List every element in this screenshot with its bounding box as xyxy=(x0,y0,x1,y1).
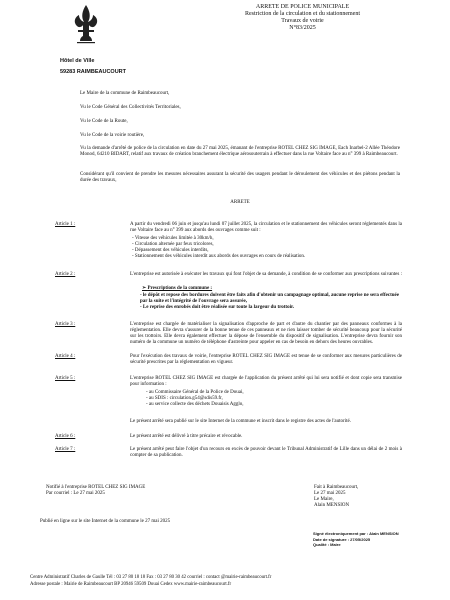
notification-block xyxy=(46,485,206,497)
article-2-text: L'entreprise est autorisée à exécuter les travaux qui font l'objet de sa demande, à condition de se conformer aux prescriptions suivantes : xyxy=(130,272,402,277)
article-2-label: Article 2 : xyxy=(55,272,76,277)
article-1-item: - Stationnement des véhicules interdit aux abords des ouvrages en cours de réalisation. xyxy=(132,254,402,260)
preamble-1: Le Maire de la commune de Raimbeaucourt, xyxy=(80,91,170,96)
article-1-list xyxy=(132,236,402,260)
esign-line-2: Date de signature : 27/05/2025 xyxy=(313,536,371,542)
signature-line-3: Le Maire, xyxy=(314,497,334,502)
esign-line-3: Qualité : Maire xyxy=(313,542,341,547)
article-1-item: - Circulation alternée par feux tricolores, xyxy=(132,242,402,248)
article-2-item: - Le reprise des enrobés doit être réalisée sur toute la largeur du trottoir. xyxy=(140,305,402,311)
article-1-item: - Dépassement des véhicules interdits, xyxy=(132,248,402,254)
article-5-item: - au service collecte des déchets Douaisis Agglo, xyxy=(146,402,402,408)
notification-line-1: Notifié à l'entreprise ROTEL CHEZ SIG IMAGE xyxy=(46,485,146,490)
title-line-3: Travaux de voirie xyxy=(281,18,324,24)
article-4-label: Article 4 : xyxy=(55,354,76,359)
article-5-text: L'entreprise ROTEL CHEZ SIG IMAGE est chargée de l'application du présent arrêté qui lui sera notifié et dont copie sera transmise pour information : xyxy=(130,376,402,387)
title-line-1: ARRETE DE POLICE MUNICIPALE xyxy=(255,4,350,10)
preamble-2: Vu le Code Général des Collectivités Territoriales, xyxy=(80,105,181,110)
publication-note: Publié en ligne sur le site Internet de la commune le 27 mai 2025 xyxy=(40,519,171,524)
article-6-label: Article 6 : xyxy=(55,434,76,439)
signature-line-2: Le 27 mai 2025 xyxy=(314,491,346,496)
title-line-2: Restriction de la circulation et du stationnement xyxy=(245,11,360,17)
article-7-text: Le présent arrêté peut faire l'objet d'un recours en excès de pouvoir devant le Tribunal Administratif de Lille dans un délai de 2 mois à compter de sa publication. xyxy=(130,447,402,458)
preamble-3: Vu le Code de la Route, xyxy=(80,119,128,124)
footer-line-2: Adresse postale : Mairie de Raimbeaucourt BP 20946 59509 Douai Cedex www.mairie-raimbeaucourt.fr xyxy=(30,581,232,587)
title-block xyxy=(215,4,390,32)
preamble-4: Vu le Code de la voirie routière, xyxy=(80,133,145,138)
article-6-text: Le présent arrêté est délivré à titre précaire et révocable. xyxy=(130,434,243,439)
article-1-label: Article 1 : xyxy=(55,222,76,227)
signature-block xyxy=(314,485,414,509)
arrete-heading: ARRETE xyxy=(230,200,250,205)
article-2-item: - le dépôt et repose des bordures doivent être faits afin d'obtenir un campagnage optimal, aucune reprise ne sera effectuée par la suite et l'intégrité de l'ouvrage sera assurée, xyxy=(140,293,402,305)
article-2-subheading-text: Prescriptions de la commune : xyxy=(147,286,213,291)
article-3-text: L'entreprise est chargée de matérialiser la signalisation d'approche de part et d'autre du chantier par des panneaux conformes à la réglementation. Elle devra s'assurer de la bonne tenue de ces panneaux et ne rien laisser tomber de sécurité beaucoup pour la sécurité sur les trottoirs. Elle devra également effectuer la dépose de l'ensemble du dispositif de signalisation. L'entreprise devra fournir son numéro de la commune un numéro de téléphone d'astreinte pour appeler en cas de besoin en dehors des heures ouvrables. xyxy=(130,322,402,345)
article-1-text: A partir du vendredi 06 juin et jusqu'au lundi 07 juillet 2025, la circulation et le stationnement des véhicules seront réglementés dans la rue Voltaire face au n° 399 aux abords des ouvrages comme suit : xyxy=(130,222,402,233)
arrow-bullet-icon: ➢ xyxy=(142,286,148,291)
town-address: 59283 RAIMBEAUCOURT xyxy=(60,69,127,75)
article-2-list xyxy=(140,293,402,311)
article-4-text: Pour l'exécution des travaux de voirie, l'entreprise ROTEL CHEZ SIG IMAGE est tenue de se conformer aux mesures particulières de sécurité prescrites par la réglementation en vigueur. xyxy=(130,354,402,365)
considering-paragraph: Considérant qu'il convient de prendre les mesures nécessaires assurant la sécurité des usagers pendant le déroulement des véhicules et des piétons pendant la durée des travaux, xyxy=(80,172,400,183)
fleur-de-lis-icon xyxy=(69,3,103,45)
article-5-item: - au Commissaire Général de la Police de Douai, xyxy=(146,390,402,396)
footer xyxy=(30,575,440,588)
article-2-subheading xyxy=(142,286,212,292)
electronic-signature-block xyxy=(313,531,433,548)
article-5-after: Le présent arrêté sera publié sur le site Internet de la commune et inscrit dans le registre des actes de l'autorité. xyxy=(130,419,351,424)
town-hall-label: Hôtel de Ville xyxy=(60,58,95,64)
footer-line-1: Centre Administratif Charles de Gaulle Tél : 03 27 80 18 18 Fax : 03 27 80 30 42 courriel : contact @mairie-raimbeaucourt.fr xyxy=(30,575,272,580)
article-5-label: Article 5 : xyxy=(55,376,76,381)
signature-line-1: Fait à Raimbeaucourt, xyxy=(314,485,359,490)
fleur-de-lis-logo xyxy=(69,3,103,45)
article-5-list xyxy=(146,390,402,408)
article-3-label: Article 3 : xyxy=(55,322,76,327)
notification-line-2: Par courriel : Le 27 mai 2025 xyxy=(46,491,105,496)
title-line-4: N°83/2025 xyxy=(289,25,316,31)
article-7-label: Article 7 : xyxy=(55,447,76,452)
esign-line-1: Signé électroniquement par : Alain MENSION xyxy=(313,531,399,536)
article-1-item: - Vitesse des véhicules limitée à 30km/h, xyxy=(132,236,402,242)
signature-line-4: Alain MENSION xyxy=(314,503,350,508)
article-5-item: - au SDIS : circulation.g54@sdis59.fr, xyxy=(146,396,402,402)
request-paragraph: Vu la demande d'arrêté de police de la circulation en date du 27 mai 2025, émanant de l'entreprise ROTEL CHEZ SIG IMAGE, Each Inarbel-2 Allée Théodore Monod, 64210 BIDART, relatif aux travaux de création branchement électrique aérosouterrain à effectuer dans la rue Voltaire face au n° 399 à Raimbeaucourt. xyxy=(80,146,400,157)
